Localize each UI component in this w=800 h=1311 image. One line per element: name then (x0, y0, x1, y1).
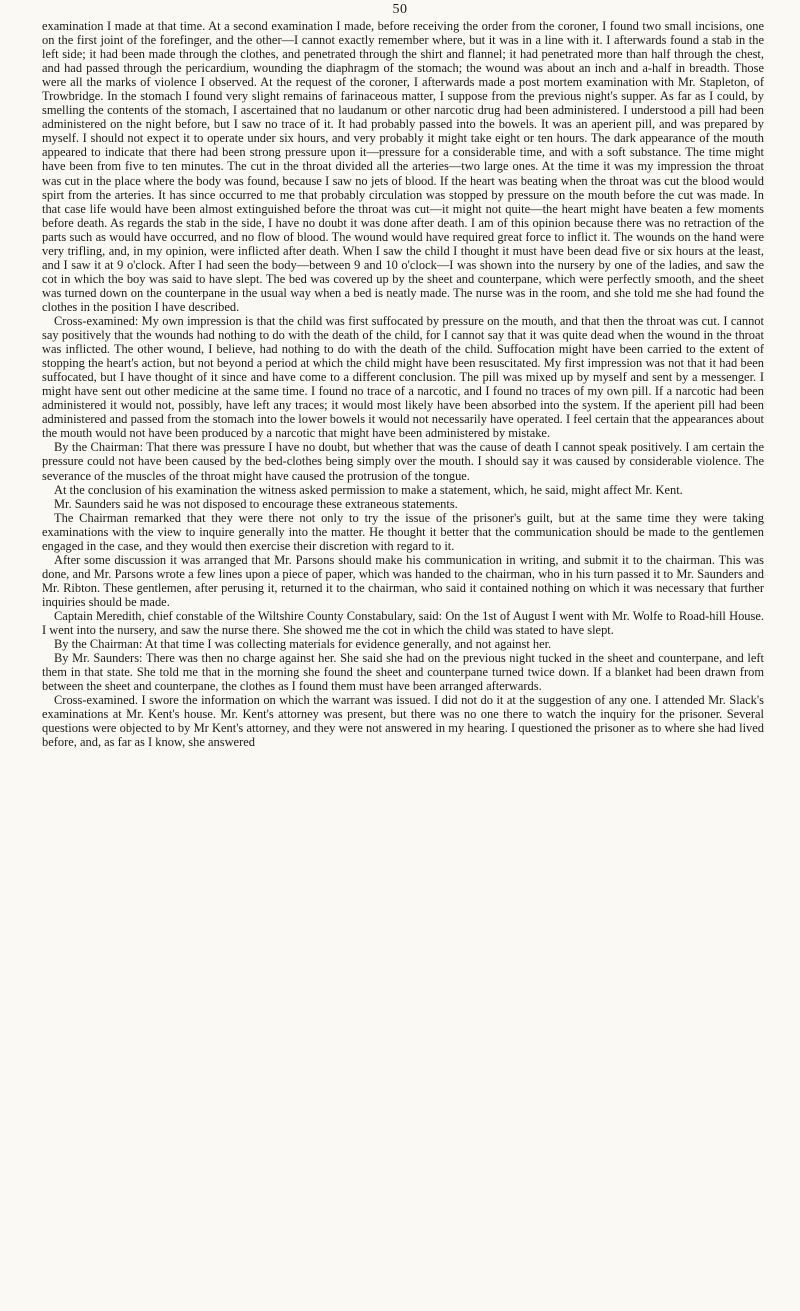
page-number: 50 (392, 2, 408, 17)
paragraph-chairman-remark: The Chairman remarked that they were there not only to try the issue of the prisoner's guilt, but at the same time they were taking examinations with the view to inquire generally into the matter. He thought it better that the communication should be made to the gentlemen engaged in the case, and they would then exercise their discretion with regard to it. (42, 510, 764, 553)
document-body (42, 19, 764, 749)
paragraph-by-chairman-pressure: By the Chairman: That there was pressure I have no doubt, but whether that was the cause of death I cannot speak positively. I am certain the pressure could not have been caused by the bed-clothes being simply over the mouth. I should say it was caused by considerable violence. The severance of the muscles of the throat might have caused the protrusion of the tongue. (42, 440, 764, 483)
paragraph-saunders-objection: Mr. Saunders said he was not disposed to encourage these extraneous statements. (54, 496, 458, 511)
paragraph-cross-examined-surgeon: Cross-examined: My own impression is that the child was first suffocated by pressure on the mouth, and that then the throat was cut. I cannot say positively that the wounds had nothing to do with the death of the child, for I cannot say that it was quite dead when the wound in the throat was inflicted. The other wound, I believe, had nothing to do with the death of the child. Suffocation might have been carried to the extent of stopping the heart's action, but not beyond a period at which the child might have been resuscitated. My first impression was not that it had been suffocated, but I have thought of it since and have come to a different conclusion. The pill was mixed up by myself and sent by a messenger. I might have sent out other medicine at the same time. I found no trace of a narcotic, and I found no traces of my own pill. If a narcotic had been administered it would not, possibly, have left any traces; it would most likely have been absorbed into the system. If the aperient pill had been administered and passed from the stomach into the lower bowels it would not necessarily have operated. I feel certain that the appearances about the mouth would not have been produced by a narcotic that might have been administered by mistake. (42, 313, 764, 441)
paragraph-by-chairman-materials: By the Chairman: At that time I was collecting materials for evidence generally, and not against her. (54, 637, 552, 652)
paragraph-cross-examined-meredith: Cross-examined. I swore the information on which the warrant was issued. I did not do it at the suggestion of any one. I attended Mr. Slack's examinations at Mr. Kent's house. Mr. Kent's attorney was present, but there was no one there to watch the inquiry for the prisoner. Several questions were objected to by Mr Kent's attorney, and they were not answered in my hearing. I questioned the prisoner as to where she had lived before, and, as far as I know, she answered (42, 693, 764, 750)
paragraph-parsons-communication: After some discussion it was arranged that Mr. Parsons should make his communication in writing, and submit it to the chairman. This was done, and Mr. Parsons wrote a few lines upon a piece of paper, which was handed to the chairman, who in his turn passed it to Mr. Saunders and Mr. Ribton. These gentlemen, after perusing it, returned it to the chairman, who said it contained nothing on which it was necessary that further inquiries should be made. (42, 552, 764, 609)
paragraph-surgeon-testimony: examination I made at that time. At a second examination I made, before receiving the order from the coroner, I found two small incisions, one on the first joint of the forefinger, and the other—I cannot exactly remember where, but it was in a line with it. I afterwards found a stab in the left side; it had been made through the clothes, and penetrated through the shirt and flannel; it had penetrated more than half through the chest, and had passed through the pericardium, wounding the diaphragm of the stomach; the wound was about an inch and a-half in breadth. Those were all the marks of violence I observed. At the request of the coroner, I afterwards made a post mortem examination with Mr. Stapleton, of Trowbridge. In the stomach I found very slight remains of farinaceous matter, I suppose from the previous night's supper. As far as I could, by smelling the contents of the stomach, I ascertained that no laudanum or other narcotic drug had been administered. I understood a pill had been administered on the night before, but I saw no trace of it. It had probably passed into the bowels. It was an aperient pill, and was prepared by myself. I should not expect it to operate under six hours, and very probably it might take eight or ten hours. The dark appearance of the mouth appeared to indicate that there had been strong pressure upon it—pressure for a considerable time, and with a soft substance. The time might have been from five to ten minutes. The cut in the throat divided all the arteries—two large ones. At the time it was my impression the throat was cut in the place where the body was found, because I saw no jets of blood. If the heart was beating when the throat was cut the blood would spirt from the arteries. It has since occurred to me that probably circulation was stopped by pressure on the mouth before the cut was made. In that case life would have been almost extinguished before the throat was cut—it might not quite—the heart might have beaten a few moments before death. As regards the stab in the side, I have no doubt it was done after death. I am of this opinion because there was no retraction of the parts such as would have occurred, and no flow of blood. The wound would have required great force to inflict it. The wounds on the hand were very trifling, and, in my opinion, were inflicted after death. When I saw the child I thought it must have been dead five or six hours at the least, and I saw it at 9 o'clock. After I had seen the body—between 9 and 10 o'clock—I was shown into the nursery by one of the ladies, and saw the cot in which the boy was said to have slept. The bed was covered up by the sheet and counterpane, which were perfectly smooth, and the sheet was turned down on the counterpane in the usual way when a bed is neatly made. The nurse was in the room, and she told me she had found the clothes in the position I have described. (42, 19, 764, 314)
paragraph-by-saunders: By Mr. Saunders: There was then no charge against her. She said she had on the previous night tucked in the sheet and counterpane, and left them in that state. She told me that in the morning she found the sheet and counterpane turned twice down. If a blanket had been drawn from between the sheet and counterpane, the clothes as I found them must have been arranged afterwards. (42, 651, 764, 694)
paragraph-witness-statement-request: At the conclusion of his examination the witness asked permission to make a statement, which, he said, might affect Mr. Kent. (54, 482, 683, 497)
paragraph-captain-meredith: Captain Meredith, chief constable of the Wiltshire County Constabulary, said: On the 1st of August I went with Mr. Wolfe to Road-hill House. I went into the nursery, and saw the nurse there. She showed me the cot in which the child was stated to have slept. (42, 608, 764, 638)
